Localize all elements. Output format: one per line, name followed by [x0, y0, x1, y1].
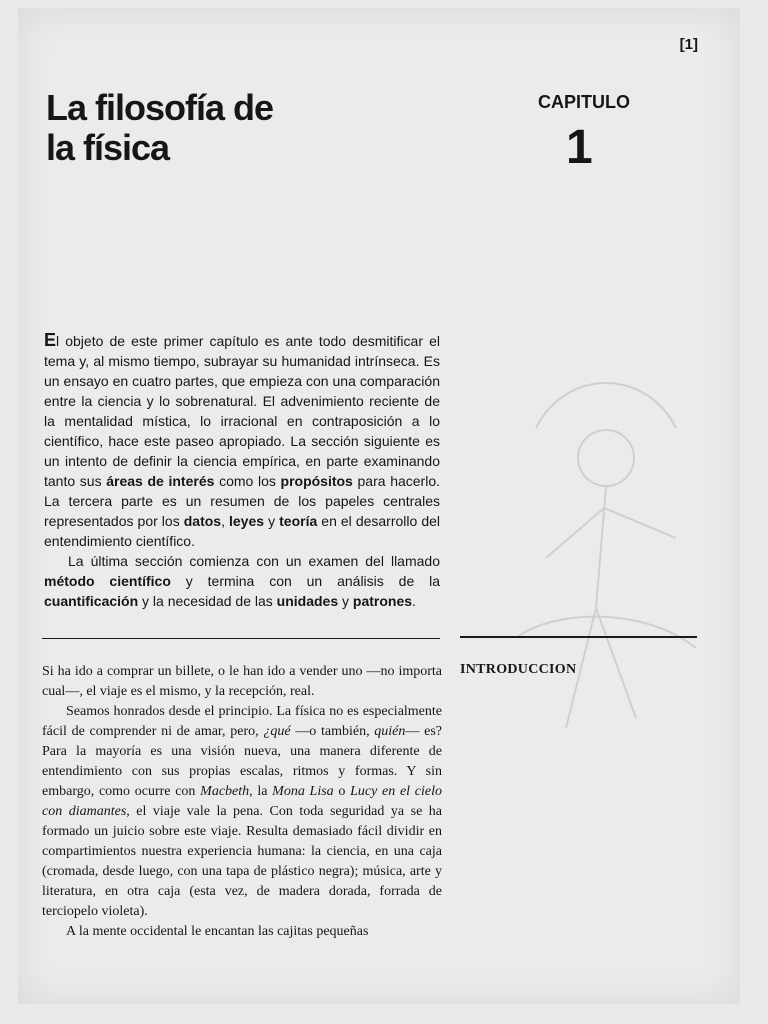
abstract-text: y	[264, 513, 280, 529]
abstract-text: en el desarrollo del entendimiento científico.	[44, 513, 441, 549]
abstract-text: para hacerlo. La tercera parte es un resumen de los papeles centrales representados por los	[44, 473, 441, 529]
body-run: — es? Para la mayoría es una visión nueva, una manera diferente de entendimiento con sus propias escalas, ritmos y formas. Y sin embargo, como ocurre con	[42, 724, 442, 799]
chapter-title	[46, 88, 426, 168]
abstract-text: y la necesidad de las	[138, 593, 277, 609]
body-run: Seamos honrados desde el principio. La física no es especialmente fácil de comprender ni de amar, pero,	[42, 704, 442, 739]
emphasis: quién	[374, 724, 406, 739]
abstract-text: l objeto de este primer capítulo es ante todo desmitificar el tema y, al mismo tiempo, subrayar su humanidad intrínseca. Es un ensayo en cuatro partes, que empieza con una comparación entre la ciencia y lo sobrenatural. El advenimiento reciente de la mentalidad mística, lo irracional en contraposición a lo científico, hace este paseo apropiado. La sección siguiente es un intento de definir la ciencia empírica, en parte examinando tanto sus	[44, 333, 440, 489]
keyword: datos	[183, 513, 222, 529]
abstract-text: y	[338, 593, 353, 609]
title-line-2: la física	[46, 127, 170, 168]
abstract-text: ,	[221, 513, 229, 529]
body-text	[42, 662, 442, 942]
drop-cap: E	[44, 330, 57, 350]
abstract-text: y termina con un análisis de la	[170, 573, 440, 589]
abstract-paragraph-1	[44, 330, 440, 551]
abstract-paragraph-2	[44, 551, 440, 611]
divider-right	[460, 636, 697, 638]
body-paragraph-2	[42, 702, 442, 922]
abstract-text: La última sección comienza con un examen del llamado	[68, 553, 440, 569]
keyword: método científico	[44, 573, 171, 589]
body-paragraph-1: Si ha ido a comprar un billete, o le han ido a vender uno —no importa cual—, el viaje es el mismo, y la recepción, real.	[42, 664, 442, 699]
keyword: teoría	[279, 513, 318, 529]
chapter-abstract	[44, 330, 440, 611]
keyword: leyes	[229, 513, 265, 529]
faint-illustration	[476, 308, 726, 788]
keyword: cuantificación	[44, 593, 139, 609]
body-run: , el viaje vale la pena. Con toda seguridad ya se ha formado un juicio sobre este viaje. Resulta demasiado fácil dividir en compartimientos nuestra experiencia humana: la ciencia, en una caja (cromada, desde luego, con una tapa de plástico negra); música, arte y literatura, en otra caja (esta vez, de madera dorada, forrada de terciopelo violeta).	[42, 804, 442, 919]
keyword: unidades	[276, 593, 339, 609]
title-line-1: La filosofía de	[46, 87, 274, 128]
emphasis: Mona Lisa	[272, 784, 334, 799]
section-heading: INTRODUCCION	[460, 662, 577, 677]
emphasis: Macbeth	[200, 784, 250, 799]
chapter-number: 1	[566, 121, 593, 174]
divider-left	[42, 638, 440, 639]
book-page	[18, 8, 740, 1004]
keyword: propósitos	[280, 473, 353, 489]
body-run: —o también,	[290, 724, 375, 739]
abstract-text: .	[412, 593, 416, 609]
body-paragraph-3: A la mente occidental le encantan las cajitas pequeñas	[66, 924, 369, 939]
body-run: , la	[249, 784, 273, 799]
emphasis: ¿qué	[263, 724, 291, 739]
chapter-label: CAPITULO	[538, 92, 630, 112]
page-number: [1]	[679, 36, 698, 53]
body-run: o	[333, 784, 351, 799]
keyword: áreas de interés	[106, 473, 215, 489]
abstract-text: como los	[214, 473, 281, 489]
emphasis: Lucy en el cielo con diamantes	[42, 784, 442, 819]
keyword: patrones	[352, 593, 413, 609]
